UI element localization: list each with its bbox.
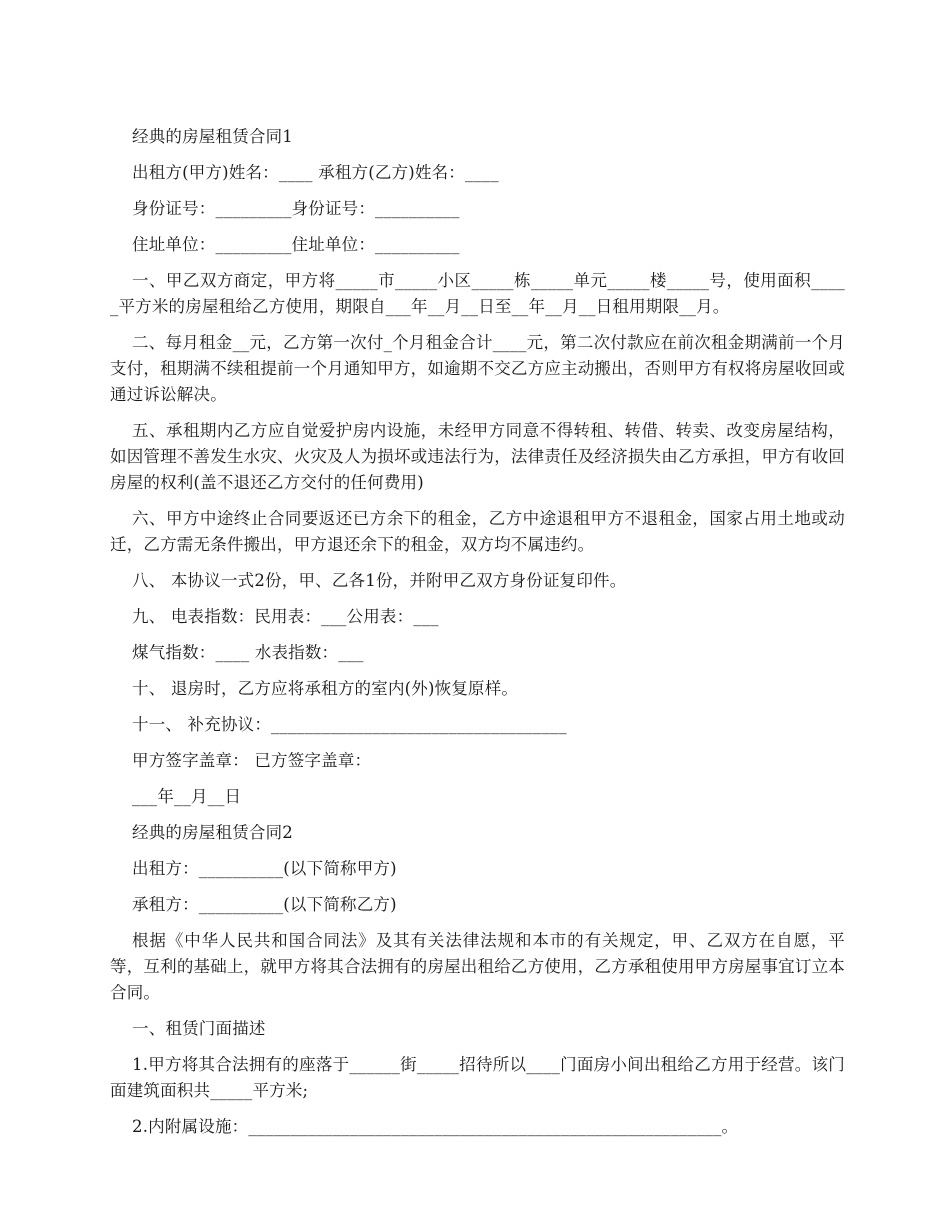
clause-10: 十、 退房时，乙方应将承租方的室内(外)恢复原样。	[132, 679, 519, 698]
clause-8: 八、 本协议一式2份，甲、乙各1份，并附甲乙双方身份证复印件。	[132, 571, 627, 590]
section-heading-1: 一、租赁门面描述	[132, 1019, 266, 1038]
item-2: 2.内附属设施：________________________________________________________。	[132, 1117, 739, 1136]
clause-5: 五、承租期内乙方应自觉爱护房内设施，未经甲方同意不得转租、转借、转卖、改变房屋结构，如因管理不善发生水灾、火灾及人为损坏或违法行为，法律责任及经济损失由乙方承担，甲方有收回房屋的权利(盖不退还乙方交付的任何费用)	[110, 421, 845, 492]
gas-water-meter-line: 煤气指数：____ 水表指数：___	[132, 643, 364, 662]
preamble: 根据《中华人民共和国合同法》及其有关法律法规和本市的有关规定，甲、乙双方在自愿，平等，互利的基础上，就甲方将其合法拥有的房屋出租给乙方使用，乙方承租使用甲方房屋事宜订立本合同。	[110, 931, 845, 1002]
address-line: 住址单位：_________住址单位：__________	[132, 235, 460, 254]
clause-9-meter: 九、 电表指数：民用表：___公用表：___	[132, 607, 439, 626]
clause-1: 一、甲乙双方商定，甲方将_____市_____小区_____栋_____单元_____楼_____号，使用面积_____平方米的房屋租给乙方使用，期限自___年__月__日至__年__月__日租用期限__月。	[110, 271, 845, 316]
date-line: ___年__月__日	[132, 787, 242, 806]
party-names-line: 出租方(甲方)姓名：____ 承租方(乙方)姓名：____	[132, 163, 499, 182]
document-page	[110, 124, 845, 1150]
contract-title-2: 经典的房屋租赁合同2	[132, 823, 293, 842]
lessor-line: 出租方：__________(以下简称甲方)	[132, 859, 397, 878]
clause-2: 二、每月租金__元，乙方第一次付_个月租金合计____元，第二次付款应在前次租金期满前一个月支付，租期满不续租提前一个月通知甲方，如逾期不交乙方应主动搬出，否则甲方有权将房屋收回或通过诉讼解决。	[110, 333, 845, 404]
item-1: 1.甲方将其合法拥有的座落于______街_____招待所以____门面房小间出租给乙方用于经营。该门面建筑面积共_____平方米;	[110, 1055, 845, 1100]
contract-title-1: 经典的房屋租赁合同1	[132, 127, 293, 146]
clause-6: 六、甲方中途终止合同要返还已方余下的租金，乙方中途退租甲方不退租金，国家占用土地或动迁，乙方需无条件搬出，甲方退还余下的租金，双方均不属违约。	[110, 509, 845, 554]
signature-line: 甲方签字盖章： 已方签字盖章：	[132, 751, 372, 770]
lessee-line: 承租方：__________(以下简称乙方)	[132, 895, 397, 914]
id-number-line: 身份证号：_________身份证号：__________	[132, 199, 460, 218]
clause-11-supplement: 十一、 补充协议：___________________________________	[132, 715, 567, 734]
